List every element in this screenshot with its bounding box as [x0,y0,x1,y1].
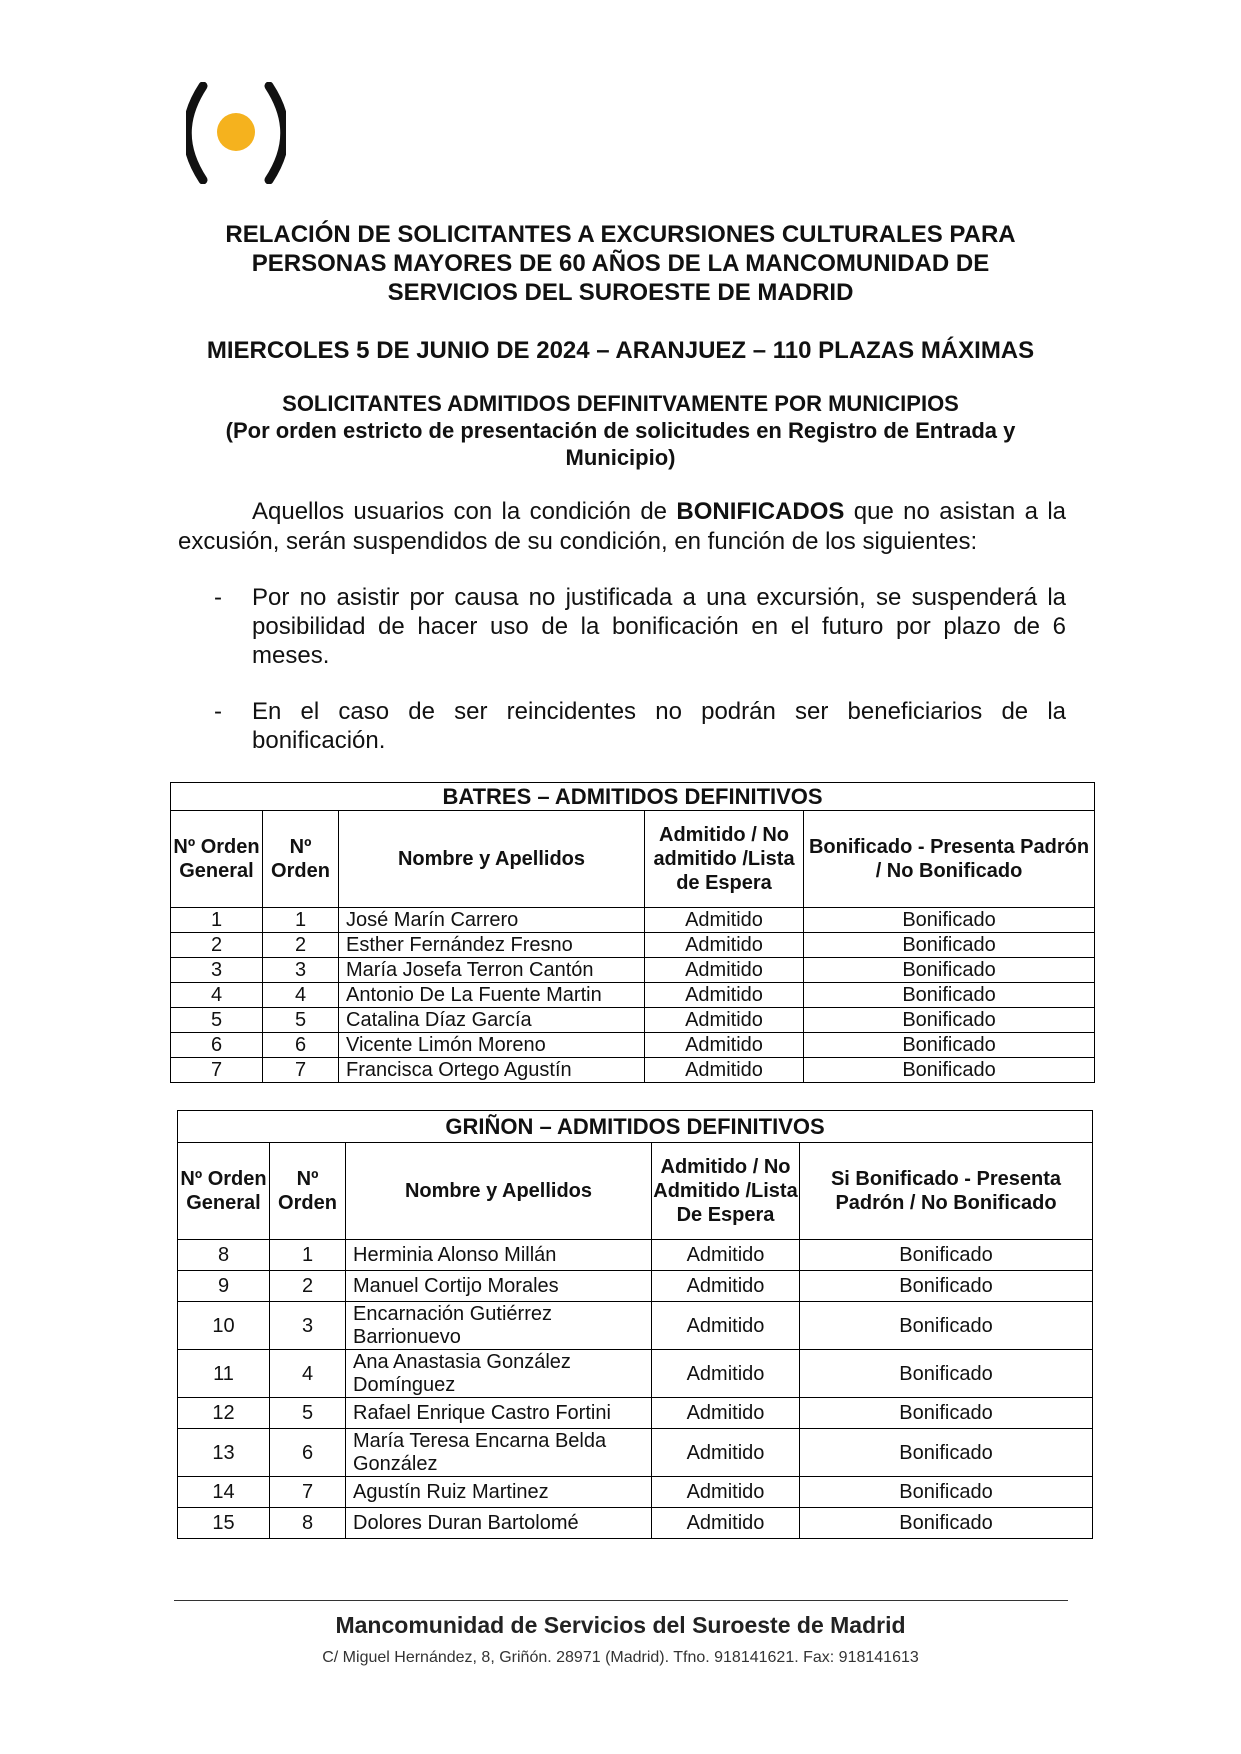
column-header: Nº Orden General [171,811,263,908]
orden-general-cell: 2 [171,933,263,958]
orden-general-cell: 15 [178,1508,270,1539]
bonificacion-cell: Bonificado [804,983,1095,1008]
column-header: Admitido / No admitido /Lista de Espera [645,811,804,908]
orden-general-cell: 5 [171,1008,263,1033]
nombre-cell: José Marín Carrero [339,908,645,933]
orden-cell: 6 [270,1429,346,1477]
nombre-cell: Antonio De La Fuente Martin [339,983,645,1008]
column-header: Nombre y Apellidos [339,811,645,908]
admision-cell: Admitido [652,1302,800,1350]
admision-cell: Admitido [645,958,804,983]
radio-signal-logo-icon [186,82,286,184]
excursion-date-line: MIERCOLES 5 DE JUNIO DE 2024 – ARANJUEZ – 110 PLAZAS MÁXIMAS [206,337,1035,364]
table-body [178,1240,1093,1539]
table-row [171,908,1095,933]
orden-cell: 8 [270,1508,346,1539]
orden-cell: 4 [263,983,339,1008]
orden-general-cell: 9 [178,1271,270,1302]
bonificacion-cell: Bonificado [800,1350,1093,1398]
bonificacion-cell: Bonificado [800,1271,1093,1302]
table-caption: BATRES – ADMITIDOS DEFINITIVOS [171,783,1095,811]
admision-cell: Admitido [645,983,804,1008]
admision-cell: Admitido [652,1398,800,1429]
orden-cell: 6 [263,1033,339,1058]
orden-general-cell: 8 [178,1240,270,1271]
nombre-cell: Manuel Cortijo Morales [346,1271,652,1302]
orden-cell: 2 [270,1271,346,1302]
bullet-dash: - [214,584,222,611]
column-header: Si Bonificado - Presenta Padrón / No Bonificado [800,1143,1093,1240]
table-row [178,1508,1093,1539]
table-row [171,958,1095,983]
bonificacion-cell: Bonificado [800,1508,1093,1539]
table-row [171,983,1095,1008]
bonificacion-cell: Bonificado [804,1033,1095,1058]
table-row [178,1398,1093,1429]
nombre-cell: Rafael Enrique Castro Fortini [346,1398,652,1429]
title-line: SERVICIOS DEL SUROESTE DE MADRID [387,279,854,306]
table-row [178,1240,1093,1271]
bonificacion-cell: Bonificado [804,958,1095,983]
admision-cell: Admitido [645,1008,804,1033]
nombre-cell: Dolores Duran Bartolomé [346,1508,652,1539]
nombre-cell: María Teresa Encarna Belda González [346,1429,652,1477]
title-line: PERSONAS MAYORES DE 60 AÑOS DE LA MANCOMUNIDAD DE [251,250,990,277]
bullet-text: En el caso de ser reincidentes no podrán ser beneficiarios de la bonificación. [252,698,1066,754]
orden-general-cell: 7 [171,1058,263,1083]
column-header: Nº Orden [263,811,339,908]
admision-cell: Admitido [652,1508,800,1539]
title-line: RELACIÓN DE SOLICITANTES A EXCURSIONES CULTURALES PARA [225,221,1016,248]
bonificacion-cell: Bonificado [804,933,1095,958]
nombre-cell: María Josefa Terron Cantón [339,958,645,983]
nombre-cell: Encarnación Gutiérrez Barrionuevo [346,1302,652,1350]
table-row [171,1033,1095,1058]
orden-cell: 1 [270,1240,346,1271]
column-header: Nº Orden [270,1143,346,1240]
table-row [178,1271,1093,1302]
orden-cell: 3 [270,1302,346,1350]
notice-paragraph [178,497,1066,557]
orden-cell: 3 [263,958,339,983]
table-row [178,1429,1093,1477]
bonificacion-cell: Bonificado [800,1398,1093,1429]
admision-cell: Admitido [645,908,804,933]
table-row [171,1008,1095,1033]
orden-general-cell: 3 [171,958,263,983]
orden-cell: 4 [270,1350,346,1398]
column-header: Nombre y Apellidos [346,1143,652,1240]
grinon-table [177,1110,1093,1539]
admision-cell: Admitido [652,1350,800,1398]
section-heading [170,390,1071,471]
nombre-cell: Agustín Ruiz Martinez [346,1477,652,1508]
nombre-cell: Herminia Alonso Millán [346,1240,652,1271]
notice-bold-text: BONIFICADOS [676,498,845,525]
admision-cell: Admitido [652,1429,800,1477]
orden-general-cell: 13 [178,1429,270,1477]
table-caption: GRIÑON – ADMITIDOS DEFINITIVOS [178,1111,1093,1143]
notice-text: Aquellos usuarios con la condición de [252,498,677,525]
section-title: SOLICITANTES ADMITIDOS DEFINITVAMENTE POR MUNICIPIOS [282,391,959,416]
bonificacion-cell: Bonificado [804,1058,1095,1083]
nombre-cell: Vicente Limón Moreno [339,1033,645,1058]
nombre-cell: Esther Fernández Fresno [339,933,645,958]
table-row [171,933,1095,958]
nombre-cell: Catalina Díaz García [339,1008,645,1033]
bonificacion-cell: Bonificado [800,1477,1093,1508]
column-header: Bonificado - Presenta Padrón / No Bonificado [804,811,1095,908]
table-body [171,908,1095,1083]
table-row [178,1302,1093,1350]
orden-general-cell: 4 [171,983,263,1008]
table-row [171,1058,1095,1083]
orden-general-cell: 11 [178,1350,270,1398]
bullet-dash: - [214,698,222,725]
orden-general-cell: 14 [178,1477,270,1508]
orden-general-cell: 10 [178,1302,270,1350]
column-header: Nº Orden General [178,1143,270,1240]
footer-organization: Mancomunidad de Servicios del Suroeste de Madrid [335,1612,906,1638]
admision-cell: Admitido [652,1477,800,1508]
orden-general-cell: 1 [171,908,263,933]
bonificacion-cell: Bonificado [800,1240,1093,1271]
admision-cell: Admitido [645,933,804,958]
admision-cell: Admitido [645,1058,804,1083]
list-item [178,583,1066,670]
orden-general-cell: 12 [178,1398,270,1429]
notice-text: que no asistan a la excusión, serán suspendidos de su condición, en función de los siguientes: [178,498,1066,555]
admision-cell: Admitido [645,1033,804,1058]
column-header: Admitido / No Admitido /Lista De Espera [652,1143,800,1240]
orden-cell: 7 [263,1058,339,1083]
footer-divider [174,1600,1068,1601]
table-row [178,1477,1093,1508]
admision-cell: Admitido [652,1240,800,1271]
table-row [178,1350,1093,1398]
section-note: (Por orden estricto de presentación de solicitudes en Registro de Entrada y Municipio) [225,418,1016,470]
bonificacion-cell: Bonificado [804,1008,1095,1033]
orden-cell: 7 [270,1477,346,1508]
bonificacion-cell: Bonificado [800,1429,1093,1477]
admision-cell: Admitido [652,1271,800,1302]
orden-cell: 1 [263,908,339,933]
footer-address: C/ Miguel Hernández, 8, Griñón. 28971 (Madrid). Tfno. 918141621. Fax: 918141613 [322,1649,919,1666]
orden-general-cell: 6 [171,1033,263,1058]
bonificacion-cell: Bonificado [804,908,1095,933]
bullet-text: Por no asistir por causa no justificada a una excursión, se suspenderá la posibilidad de hacer uso de la bonificación en el futuro por plazo de 6 meses. [252,584,1066,669]
list-item [178,697,1066,755]
orden-cell: 5 [270,1398,346,1429]
bonificacion-cell: Bonificado [800,1302,1093,1350]
orden-cell: 2 [263,933,339,958]
batres-table [170,782,1095,1083]
orden-cell: 5 [263,1008,339,1033]
nombre-cell: Francisca Ortego Agustín [339,1058,645,1083]
nombre-cell: Ana Anastasia González Domínguez [346,1350,652,1398]
document-title [150,220,1091,307]
